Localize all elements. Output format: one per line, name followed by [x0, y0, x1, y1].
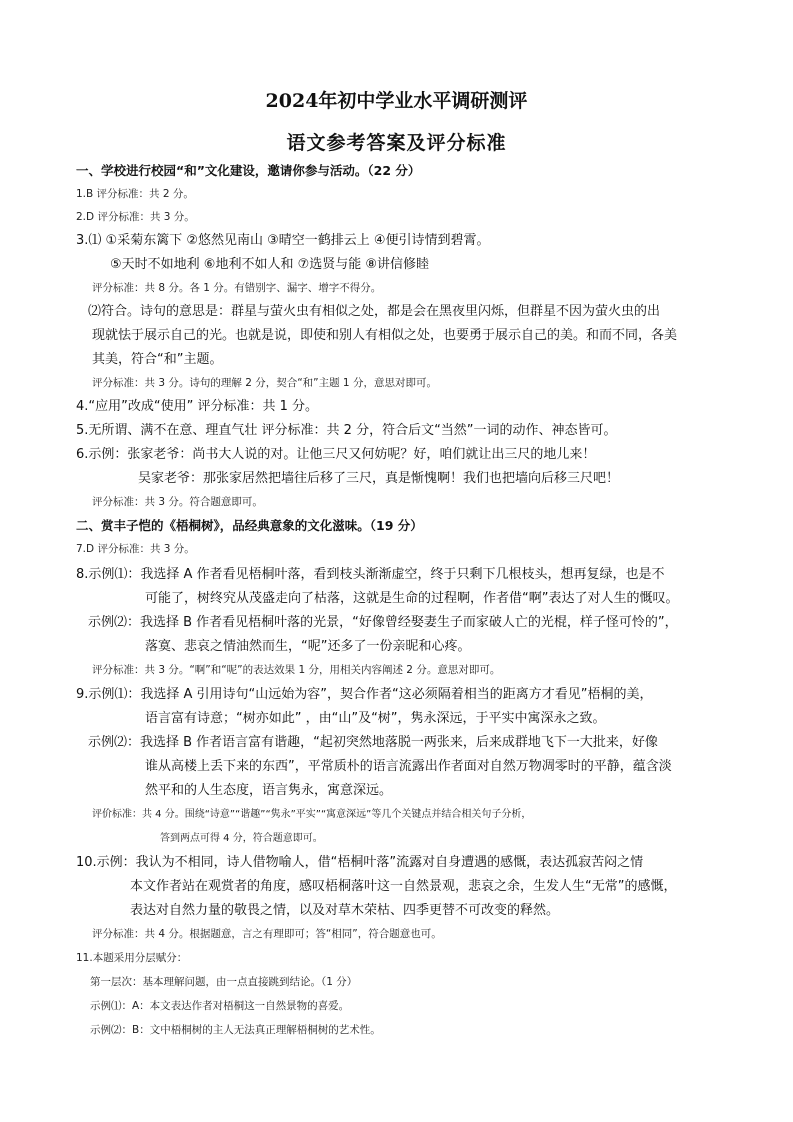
text-line-q3f: 评分标准：共 3 分。诗句的理解 2 分，契合“和”主题 1 分，意思对即可。: [92, 377, 437, 389]
text-line-q3a: 3.⑴ ①采菊东篱下 ②悠然见南山 ③晴空一鹤排云上 ④便引诗情到碧霄。: [76, 233, 490, 248]
text-line-q3b: ⑤天时不如地利 ⑥地利不如人和 ⑦选贤与能 ⑧讲信修睦: [110, 257, 430, 272]
text-line-q3s: 评分标准：共 8 分。各 1 分。有错别字、漏字、增字不得分。: [92, 282, 382, 294]
text-line-q10b: 本文作者站在观赏者的角度，感叹梧桐落叶这一自然景观，悲哀之余，生发人生“无常”的感慨，: [130, 879, 677, 894]
text-line-q6a: 6.示例：张家老爷：尚书大人说的对。让他三尺又何妨呢？好，咱们就让出三尺的地儿来！: [76, 447, 596, 462]
text-line-q4: 4.“应用”改成“使用” 评分标准：共 1 分。: [76, 399, 319, 414]
text-line-q10a: 10.示例：我认为不相同，诗人借物喻人，借“梧桐叶落”流露对自身遭遇的感慨，表达孤寂苦闷之情: [76, 855, 644, 870]
text-line-q9s1: 评价标准：共 4 分。围绕“诗意”“谐趣”“隽永”平实”“寓意深远”等几个关键点并结合相关句子分析，: [92, 809, 532, 820]
page-subtitle: 语文参考答案及评分标准: [286, 132, 507, 154]
text-line-q9s2: 答到两点可得 4 分，符合题意即可。: [160, 833, 323, 844]
text-line-q9a: 9.示例⑴：我选择 A 引用诗句“山远始为容”，契合作者“这必须隔着相当的距离方才看见”梧桐的美，: [76, 687, 653, 702]
text-line-q9e: 然平和的人生态度，语言隽永，寓意深远。: [145, 783, 393, 798]
text-line-q10c: 表达对自然力量的敬畏之情，以及对草木荣枯、四季更替不可改变的释然。: [130, 903, 560, 918]
text-line-q1: 1.B 评分标准：共 2 分。: [76, 188, 194, 200]
text-line-q6b: 吴家老爷：那张家居然把墙往后移了三尺，真是惭愧啊！我们也把墙向后移三尺吧！: [138, 471, 620, 486]
text-line-q9d: 谁从高楼上丢下来的东西”，平常质朴的语言流露出作者面对自然万物凋零时的平静，蕴含淡: [145, 759, 672, 774]
text-line-q11d: 示例⑵：B：文中梧桐树的主人无法真正理解梧桐树的艺术性。: [90, 1024, 381, 1036]
text-line-q8a: 8.示例⑴：我选择 A 作者看见梧桐叶落，看到枝头渐渐虚空，终于只剩下几根枝头，想再复绿，也是不: [76, 567, 665, 582]
text-line-sec2: 二、赏丰子恺的《梧桐树》，品经典意象的文化滋味。（19 分）: [76, 518, 423, 533]
text-line-q8d: 落寞、悲哀之情油然而生，“呢”还多了一份亲昵和心疼。: [145, 639, 471, 654]
text-line-q8b: 可能了，树终究从茂盛走向了枯落，这就是生命的过程啊，作者借“啊”表达了对人生的慨叹。: [145, 591, 679, 606]
text-line-q5: 5.无所谓、满不在意、理直气壮 评分标准：共 2 分，符合后文“当然”一词的动作、神态皆可。: [76, 423, 617, 438]
text-line-q11c: 示例⑴：A：本文表达作者对梧桐这一自然景物的喜爱。: [90, 1000, 350, 1012]
text-line-q11b: 第一层次：基本理解问题，由一点直接跳到结论。（1 分）: [90, 976, 358, 988]
text-line-q2: 2.D 评分标准：共 3 分。: [76, 211, 195, 223]
text-line-q11a: 11.本题采用分层赋分：: [76, 952, 188, 964]
text-line-q7: 7.D 评分标准：共 3 分。: [76, 543, 195, 555]
text-line-q8s: 评分标准：共 3 分。“啊”和“呢”的表达效果 1 分，用相关内容阐述 2 分。意思对即可。: [92, 664, 501, 676]
page-title: 2024年初中学业水平调研测评: [265, 90, 528, 112]
text-line-q3d: 现就怯于展示自己的光。也就是说，即使和别人有相似之处，也要勇于展示自己的美。和而不同，各美: [92, 328, 678, 343]
text-line-q9c: 示例⑵：我选择 B 作者语言富有谐趣，“起初突然地落脱一两张来，后来成群地飞下一大批来，好像: [88, 735, 658, 750]
text-line-q3e: 其美，符合“和”主题。: [92, 352, 223, 367]
text-line-q8c: 示例⑵：我选择 B 作者看见梧桐叶落的光景，“好像曾经娶妻生子而家破人亡的光棍，样子怪可怜的”，: [88, 615, 678, 630]
text-line-q6s: 评分标准：共 3 分。符合题意即可。: [92, 496, 263, 508]
text-line-q9b: 语言富有诗意；“树亦如此” ，由“山”及“树”，隽永深远，于平实中寓深永之致。: [145, 711, 606, 726]
text-line-q10s: 评分标准：共 4 分。根据题意，言之有理即可；答“相同”，符合题意也可。: [92, 928, 442, 940]
text-line-q3c: ⑵符合。诗句的意思是：群星与萤火虫有相似之处，都是会在黑夜里闪烁，但群星不因为萤火虫的出: [88, 304, 661, 319]
text-line-sec1: 一、学校进行校园“和”文化建设，邀请你参与活动。（22 分）: [76, 163, 421, 178]
